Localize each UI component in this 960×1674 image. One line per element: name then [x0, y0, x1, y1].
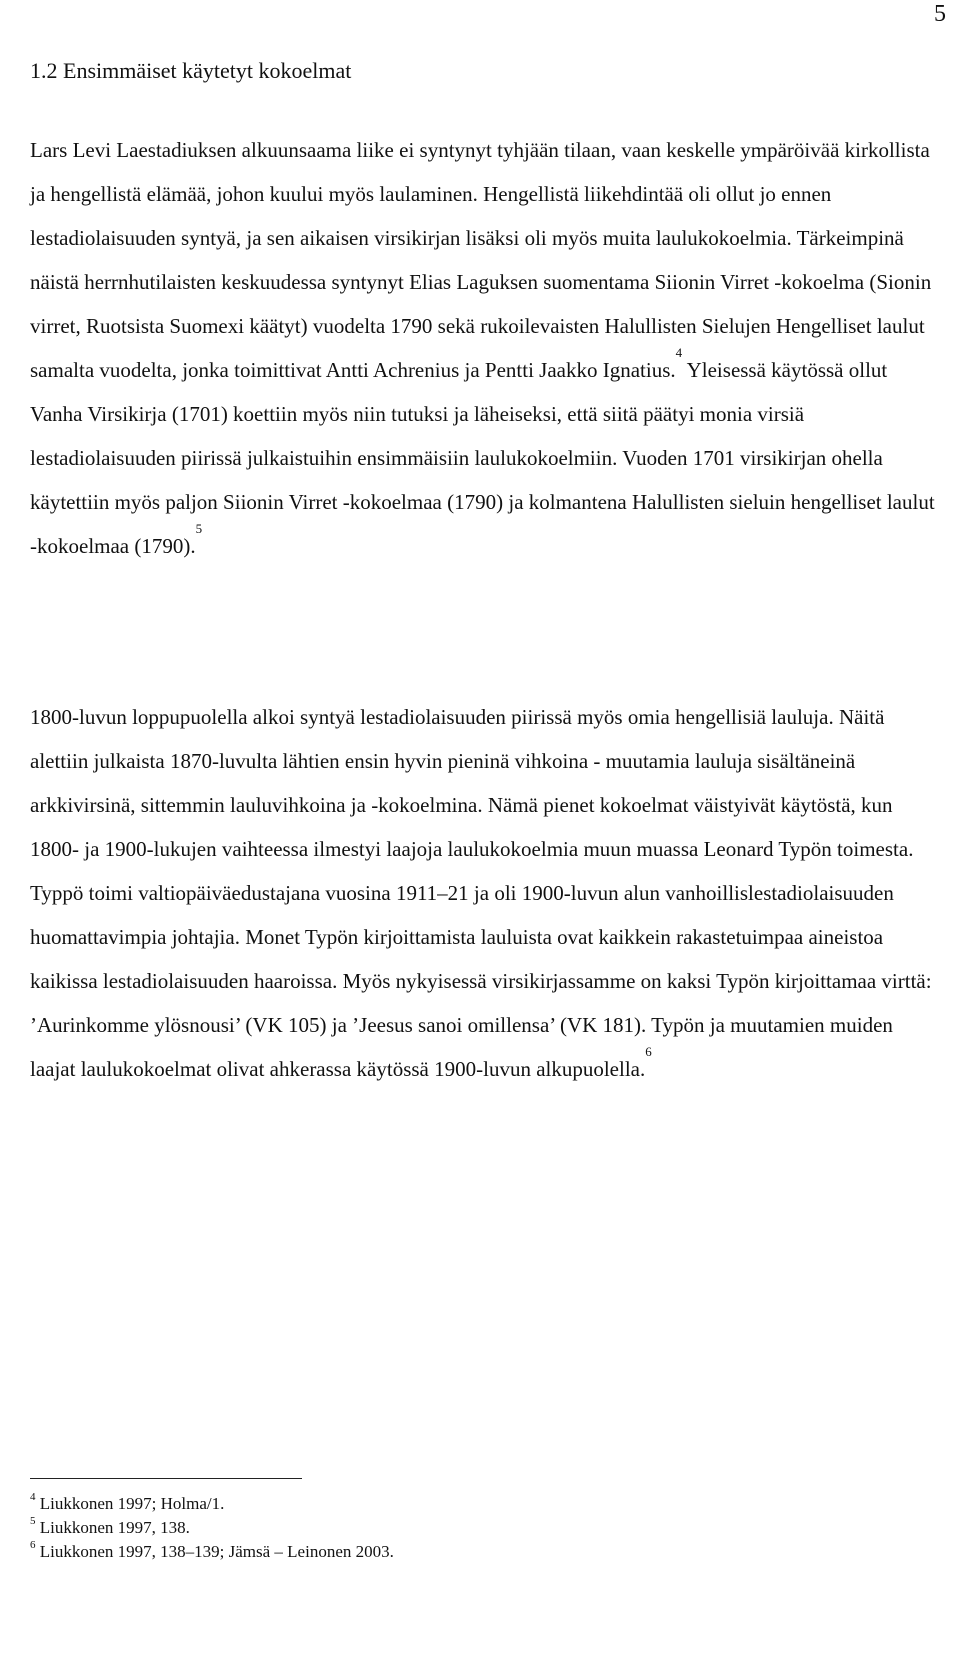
footnotes-list [30, 1492, 394, 1564]
paragraph-1 [30, 128, 940, 568]
footnote-ref-4: 4 [675, 345, 683, 360]
footnote-number: 4 [30, 1491, 36, 1503]
footnote-text: Liukkonen 1997, 138. [35, 1518, 190, 1537]
paragraph-2 [30, 695, 940, 1091]
footnote-number: 5 [30, 1515, 36, 1527]
footnote-item [30, 1492, 394, 1516]
footnote-text: Liukkonen 1997; Holma/1. [35, 1494, 225, 1513]
footnote-ref-5: 5 [195, 521, 203, 536]
footnote-ref-6: 6 [645, 1044, 652, 1059]
section-heading: 1.2 Ensimmäiset käytetyt kokoelmat [30, 58, 352, 83]
footnote-divider [30, 1478, 302, 1479]
footnote-item [30, 1516, 394, 1540]
footnote-text: Liukkonen 1997, 138–139; Jämsä – Leinonen 2003. [35, 1542, 394, 1561]
paragraph-1-text-part2: Yleisessä käytössä ollut Vanha Virsikirja (1701) koettiin myös niin tutuksi ja läheiseksi, että siitä päätyi monia virsiä lestadiolaisuuden piirissä julkaistuihin ensimmäisiin laulukokoelmiin. Vuoden 1701 virsikirjan ohella käytettiin myös paljon Siionin Virret -kokoelmaa (1790) ja kolmantena Halullisten sieluin hengelliset laulut -kokoelmaa (1790). [30, 358, 935, 558]
paragraph-2-text: 1800-luvun loppupuolella alkoi syntyä lestadiolaisuuden piirissä myös omia hengellisiä lauluja. Näitä alettiin julkaista 1870-luvulta lähtien ensin hyvin pieninä vihkoina - muutamia lauluja sisältäneinä arkkivirsinä, sittemmin lauluvihkoina ja -kokoelmina. Nämä pienet kokoelmat väistyivät käytöstä, kun 1800- ja 1900-lukujen vaihteessa ilmestyi laajoja laulukokoelmia muun muassa Leonard Typön toimesta. Typpö toimi valtiopäiväedustajana vuosina 1911–21 ja oli 1900-luvun alun vanhoillislestadiolaisuuden huomattavimpia johtajia. Monet Typön kirjoittamista lauluista ovat kaikkein rakastetuimpaa aineistoa kaikissa lestadiolaisuuden haaroissa. Myös nykyisessä virsikirjassamme on kaksi Typön kirjoittamaa virttä: ’Aurinkomme ylösnousi’ (VK 105) ja ’Jeesus sanoi omillensa’ (VK 181). Typön ja muutamien muiden laajat laulukokoelmat olivat ahkerassa käytössä 1900-luvun alkupuolella. [30, 705, 932, 1081]
footnote-number: 6 [30, 1539, 36, 1551]
footnote-item [30, 1540, 394, 1564]
paragraph-1-text-part1: Lars Levi Laestadiuksen alkuunsaama liike ei syntynyt tyhjään tilaan, vaan keskelle ympäröivää kirkollista ja hengellistä elämää, johon kuului myös laulaminen. Hengellistä liikehdintää oli ollut jo ennen lestadiolaisuuden syntyä, ja sen aikaisen virsikirjan lisäksi oli myös muita laulukokoelmia. Tärkeimpinä näistä herrnhutilaisten keskuudessa syntynyt Elias Laguksen suomentama Siionin Virret -kokoelma (Sionin virret, Ruotsista Suomexi käätyt) vuodelta 1790 sekä rukoilevaisten Halullisten Sielujen Hengelliset laulut samalta vuodelta, jonka toimittivat Antti Achrenius ja Pentti Jaakko Ignatius. [30, 138, 932, 382]
page-number: 5 [934, 1, 946, 27]
